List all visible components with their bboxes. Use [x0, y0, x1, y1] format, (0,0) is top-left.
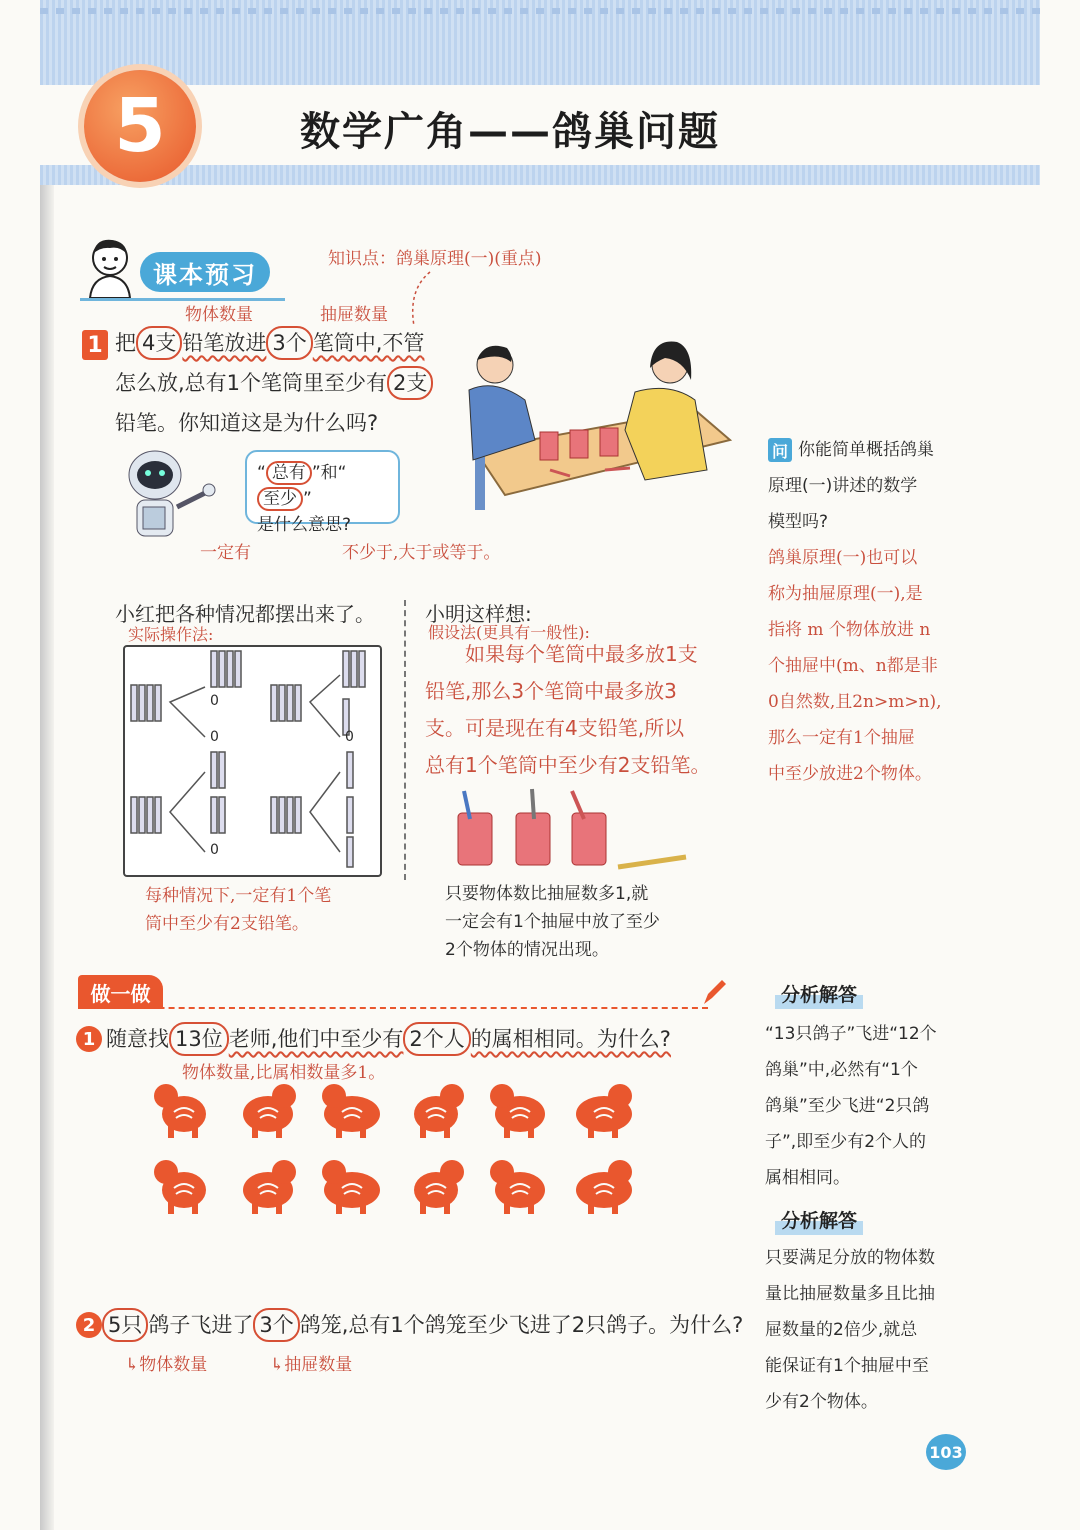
analysis-2-text: [765, 1240, 965, 1420]
sidebar-line: 少有2个物体。: [765, 1392, 878, 1412]
horse-icon: [150, 1152, 218, 1216]
chapter-title: 数学广角——鸽巢问题: [300, 109, 720, 155]
xiaohong-method-note: 实际操作法:: [128, 625, 214, 644]
practice-q2: [102, 1308, 743, 1342]
section-label-practice: 做一做: [78, 975, 163, 1009]
paragraph-line: 支。可是现在有4支铅笔,所以: [425, 716, 685, 740]
text-segment: ”和“: [311, 463, 347, 483]
snake-icon: [570, 1076, 638, 1140]
sidebar-answer: [768, 540, 968, 792]
robot-icon: [115, 445, 225, 545]
dragon-icon: [486, 1076, 554, 1140]
xiaoming-method-note: 假设法(更具有一般性):: [428, 623, 590, 642]
practice-divider: [78, 1007, 708, 1009]
column-divider: [404, 600, 406, 880]
zero-label: 0: [210, 729, 219, 745]
rabbit-icon: [402, 1076, 470, 1140]
sidebar-line: 模型吗?: [768, 512, 829, 532]
paragraph-line: 铅笔,那么3个笔筒中最多放3: [425, 679, 677, 703]
practice-q1-badge: 1: [76, 1026, 102, 1052]
sidebar-line: 量比抽屉数量多且比抽: [765, 1284, 935, 1304]
sidebar-line: 鸽巢”中,必然有“1个: [765, 1060, 918, 1080]
zero-label: 0: [210, 693, 219, 709]
practice-q1: [106, 1022, 671, 1056]
rooster-icon: [402, 1152, 470, 1216]
sidebar-question: [768, 432, 968, 540]
zodiac-grid: [150, 1076, 650, 1216]
pig-icon: [570, 1152, 638, 1216]
ox-icon: [234, 1076, 302, 1140]
caption-line: 每种情况下,一定有1个笔: [145, 886, 332, 906]
xiaoming-title: 小明这样想:: [425, 602, 532, 626]
circled-5-pigeons: 5只: [102, 1308, 148, 1342]
sidebar-line: 属相相同。: [765, 1168, 850, 1188]
circled-13-teachers: 13位: [169, 1022, 229, 1056]
zero-label: 0: [345, 729, 354, 745]
circled-2-people: 2个人: [403, 1022, 470, 1056]
section-underline: [80, 298, 285, 301]
circled-4-pencils: 4支: [136, 326, 182, 360]
arrow-icon: [400, 270, 440, 330]
analysis-label-2: 分析解答: [775, 1204, 863, 1235]
circled-zongyou: 总有: [266, 461, 312, 485]
monkey-icon: [318, 1152, 386, 1216]
circled-zhishao: 至少: [257, 487, 303, 511]
xiaohong-caption: [145, 882, 331, 938]
practice-q1-note: 物体数量,比属相数量多1。: [182, 1063, 386, 1083]
rat-icon: [150, 1076, 218, 1140]
text-segment: 把: [115, 331, 136, 355]
preview-question: [115, 323, 455, 443]
note-bushaoyu: 不少于,大于或等于。: [342, 543, 501, 563]
xiaoming-caption: [445, 880, 660, 964]
knowledge-point-note: 知识点：鸽巢原理(一)(重点): [328, 249, 542, 269]
pencil-arrangement-box: [123, 645, 382, 877]
analysis-1-text: [765, 1016, 965, 1196]
tiger-icon: [318, 1076, 386, 1140]
boy-avatar-icon: [82, 232, 142, 300]
pencil-icon: [700, 978, 728, 1008]
sidebar-line: 鸽巢原理(一)也可以: [768, 548, 918, 568]
question-line-1: [115, 323, 455, 363]
pencil-group: [131, 651, 365, 867]
sidebar-line: 0自然数,且2n>m>n),: [768, 692, 942, 712]
text-segment: “: [257, 463, 266, 483]
sidebar-line: 屉数量的2倍少,就总: [765, 1320, 918, 1340]
xiaohong-title: 小红把各种情况都摆出来了。: [115, 602, 375, 626]
sidebar-line: 子”,即至少有2个人的: [765, 1132, 927, 1152]
sidebar-line: 中至少放进2个物体。: [768, 764, 932, 784]
zero-label: 0: [210, 842, 219, 858]
circled-2-pencils: 2支: [387, 366, 433, 400]
text-segment: 物体数量: [139, 1355, 208, 1375]
text-segment: 笔筒中,不管: [312, 331, 425, 355]
header-stripe: [40, 8, 1040, 14]
note-drawer-count: 抽屉数量: [320, 305, 388, 325]
paragraph-line: 如果每个笔筒中最多放1支: [465, 642, 698, 666]
question-number-badge: 1: [82, 330, 108, 360]
sidebar-line: 你能简单概括鸽巢: [798, 440, 934, 460]
text-segment: 铅笔放进: [182, 331, 267, 355]
analysis-label-1: 分析解答: [775, 978, 863, 1009]
pencil-tree-diagrams: [125, 647, 380, 875]
text-segment: 鸽笼,总有1个鸽笼至少飞进了2只鸽子。为什么?: [299, 1313, 744, 1337]
sidebar-line: 称为抽屉原理(一),是: [768, 584, 923, 604]
sidebar-line: “13只鸽子”飞进“12个: [765, 1024, 937, 1044]
circled-3-cages: 3个: [253, 1308, 299, 1342]
circled-3-holders: 3个: [266, 326, 312, 360]
bubble-line-2: 是什么意思?: [257, 515, 352, 535]
q2-note-objects: ↳物体数量: [125, 1355, 208, 1375]
q2-note-drawers: ↳抽屉数量: [270, 1355, 353, 1375]
caption-line: 一定会有1个抽屉中放了至少: [445, 912, 660, 932]
page-edge-shadow: [40, 30, 54, 1530]
robot-speech-bubble: [245, 450, 400, 535]
text-segment: 的属相相同。为什么?: [470, 1027, 671, 1051]
practice-q2-badge: 2: [76, 1312, 102, 1338]
chapter-number-badge: 5: [84, 70, 196, 182]
text-segment: 随意找: [106, 1027, 169, 1051]
text-segment: 怎么放,总有1个笔筒里至少有: [115, 371, 388, 395]
page-number: 103: [926, 1434, 966, 1470]
bubble-line-1: [257, 460, 388, 512]
dog-icon: [486, 1152, 554, 1216]
question-line-3: 铅笔。你知道这是为什么吗?: [115, 411, 379, 435]
paragraph-line: 总有1个笔筒中至少有2支铅笔。: [425, 753, 711, 777]
note-yidingyou: 一定有: [200, 543, 251, 563]
sidebar-line: 鸽巢”至少飞进“2只鸽: [765, 1096, 930, 1116]
sidebar-line: 只要满足分放的物体数: [765, 1248, 935, 1268]
sidebar-line: 能保证有1个抽屉中至: [765, 1356, 929, 1376]
sidebar-line: 原理(一)讲述的数学: [768, 476, 918, 496]
sidebar-line: 个抽屉中(m、n都是非: [768, 656, 938, 676]
xiaoming-paragraph: [425, 636, 710, 784]
caption-line: 只要物体数比抽屉数多1,就: [445, 884, 649, 904]
students-with-pencil-holders-illustration: [455, 330, 735, 515]
section-label-preview: 课本预习: [140, 252, 270, 292]
sidebar-line: 那么一定有1个抽屉: [768, 728, 915, 748]
goat-icon: [234, 1152, 302, 1216]
text-segment: 鸽子飞进了: [148, 1313, 254, 1337]
question-tag-icon: 问: [768, 438, 792, 462]
text-segment: 抽屉数量: [284, 1355, 353, 1375]
text-segment: ”: [303, 489, 312, 509]
text-segment: 老师,他们中至少有: [228, 1027, 404, 1051]
question-line-2: [115, 363, 455, 403]
note-object-count: 物体数量: [185, 305, 253, 325]
pencil-holders-illustration: [450, 785, 695, 875]
sidebar-line: 指将 m 个物体放进 n: [768, 620, 931, 640]
caption-line: 筒中至少有2支铅笔。: [145, 914, 309, 934]
caption-line: 2个物体的情况出现。: [445, 940, 609, 960]
header-band-lower: [40, 165, 1040, 185]
